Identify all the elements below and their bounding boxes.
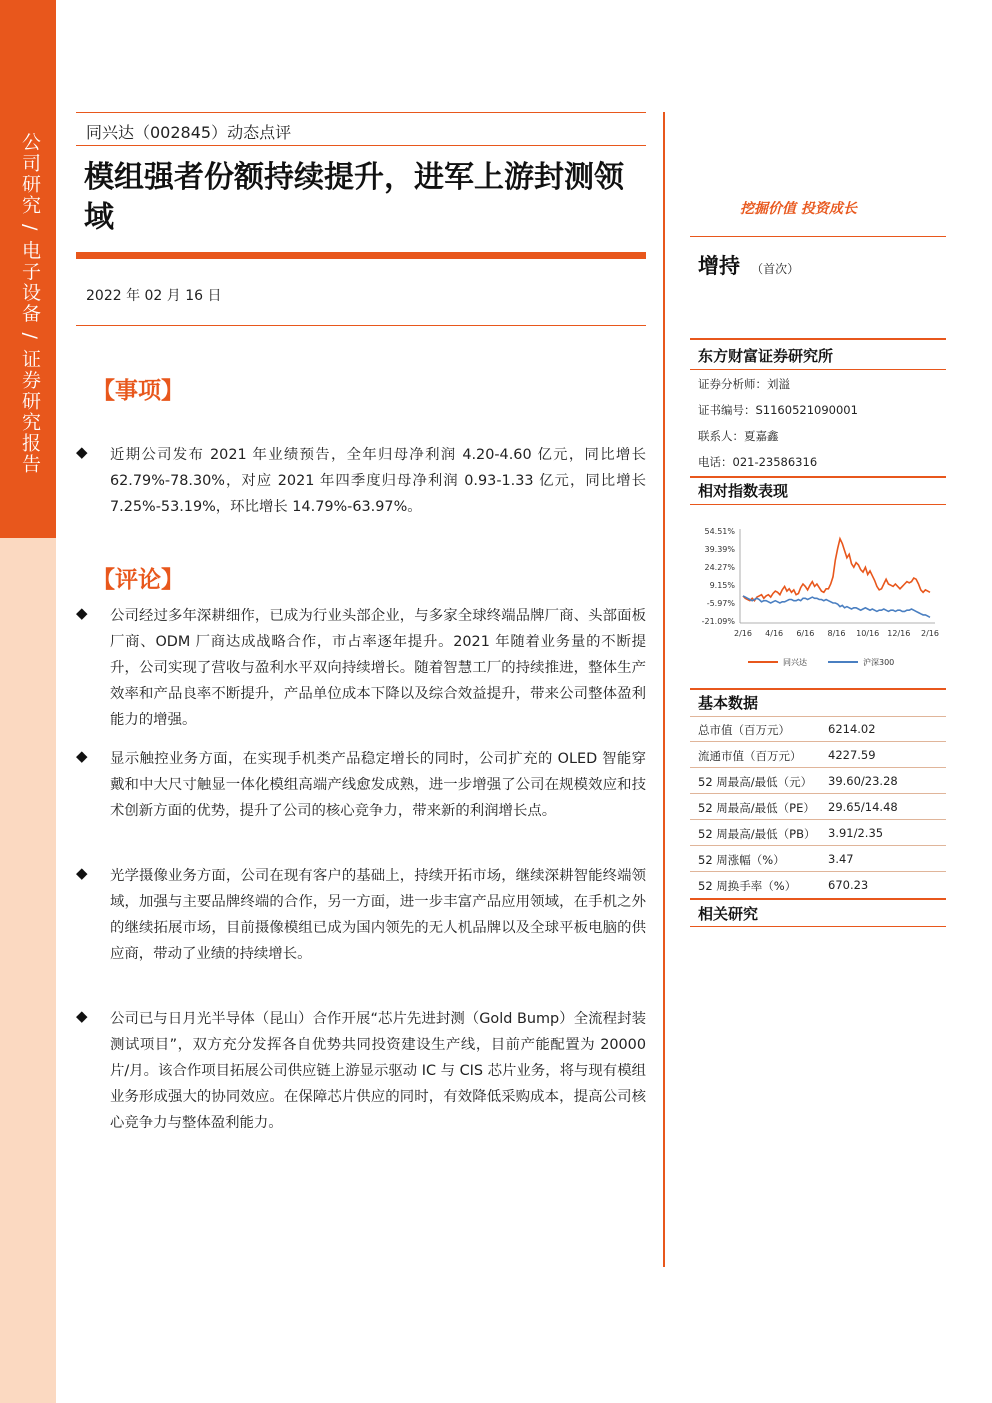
contact: 联系人：夏嘉鑫 [698, 429, 779, 443]
diamond-bullet-icon: ◆ [76, 747, 88, 765]
rating-note: （首次） [751, 262, 800, 276]
report-subhead: 同兴达（002845）动态点评 [86, 123, 292, 142]
x-axis-labels [734, 629, 939, 638]
basic-label: 52 周换手率（%） [698, 879, 797, 893]
page-title: 模组强者份额持续提升，进军上游封测领域 [84, 160, 624, 235]
basic-label: 52 周涨幅（%） [698, 853, 785, 867]
institute-underline [690, 369, 946, 370]
cert-number: 证书编号：S1160521090001 [698, 403, 858, 417]
title-rule [76, 252, 646, 259]
event-item: ◆ 近期公司发布 2021 年业绩预告，全年归母净利润 4.20-4.60 亿元，同比增长 62.79%-78.30%，对应 2021 年四季度归母净利润 0.93-1.33 亿元，同比增长 7.25%-53.19%，环比增长 14.79%-63.97%。 [76, 443, 646, 515]
basic-rule [690, 688, 946, 690]
legend-label: 沪深300 [863, 658, 895, 667]
basic-label: 总市值（百万元） [698, 723, 790, 737]
section-title-event: 【事项】 [92, 378, 184, 404]
y-axis-labels [702, 527, 736, 626]
perf-rule [690, 476, 946, 478]
row-divider [690, 819, 946, 820]
sidebar-light [0, 538, 56, 1403]
related-title: 相关研究 [698, 905, 759, 923]
comment-item: ◆ 公司已与日月光半导体（昆山）合作开展“芯片先进封测（Gold Bump）全流程封装测试项目”，双方充分发挥各自优势共同投资建设生产线，目前产能配置为 20000 片/月。该合作项目拓展公司供应链上游显示驱动 IC 与 CIS 芯片业务，将与现有模组业务形成强大的协同效应。在保障芯片供应的同时，有效降低采购成本，提高公司核心竞争力与整体盈利能力。 [76, 1007, 646, 1131]
perf-underline [690, 504, 946, 505]
x-tick-label: 4/16 [765, 629, 784, 638]
basic-value: 29.65/14.48 [828, 800, 898, 814]
diamond-bullet-icon: ◆ [76, 1007, 88, 1025]
perf-title: 相对指数表现 [698, 482, 789, 500]
y-tick-label: 54.51% [704, 527, 735, 536]
x-tick-label: 6/16 [796, 629, 815, 638]
x-tick-label: 10/16 [856, 629, 880, 638]
institute-rule [690, 338, 946, 340]
row-divider [690, 716, 946, 717]
series-lines [743, 539, 930, 618]
rating-value: 增持 [698, 254, 740, 278]
basic-value: 670.23 [828, 878, 869, 892]
chart-legend [748, 657, 894, 667]
x-tick-label: 2/16 [734, 629, 752, 638]
basic-value: 4227.59 [828, 748, 876, 762]
basic-value: 6214.02 [828, 722, 876, 736]
comment-item: ◆ 公司经过多年深耕细作，已成为行业头部企业，与多家全球终端品牌厂商、头部面板厂商、ODM 厂商达成战略合作，市占率逐年提升。2021 年随着业务量的不断提升，公司实现了营收与盈利水平双向持续增长。随着智慧工厂的持续推进，整体生产效率和产品良率不断提升，产品单位成本下降以及综合效益提升，带来公司整体盈利能力的增强。 [76, 604, 646, 728]
relative-performance-chart [690, 515, 946, 675]
related-underline [690, 926, 946, 927]
subhead-rule [76, 145, 646, 146]
y-tick-label: 39.39% [704, 545, 735, 554]
phone: 电话：021-23586316 [698, 455, 818, 469]
slogan-rule [690, 236, 946, 237]
basic-label: 52 周最高/最低（PE） [698, 801, 815, 815]
basic-value: 3.47 [828, 852, 854, 866]
x-tick-label: 2/16 [921, 629, 939, 638]
diamond-bullet-icon: ◆ [76, 604, 88, 622]
comment-item: ◆ 光学摄像业务方面，公司在现有客户的基础上，持续开拓市场，继续深耕智能终端领域，加强与主要品牌终端的合作，另一方面，进一步丰富产品应用领域，在手机之外的继续拓展市场，目前摄像模组已成为国内领先的无人机品牌以及全球平板电脑的供应商，带动了业绩的持续增长。 [76, 864, 646, 962]
series-line [743, 539, 930, 601]
institute-name: 东方财富证券研究所 [698, 347, 834, 365]
y-tick-label: 9.15% [709, 581, 735, 590]
rating [698, 250, 799, 280]
x-tick-label: 12/16 [887, 629, 911, 638]
section-title-comment: 【评论】 [92, 567, 184, 593]
row-divider [690, 845, 946, 846]
legend-label: 同兴达 [783, 658, 807, 667]
report-date: 2022 年 02 月 16 日 [86, 288, 222, 304]
y-tick-label: -5.97% [706, 599, 735, 608]
basic-title: 基本数据 [698, 694, 759, 712]
row-divider [690, 871, 946, 872]
basic-label: 52 周最高/最低（PB） [698, 827, 816, 841]
row-divider [690, 767, 946, 768]
header-top-rule [76, 112, 646, 113]
basic-label: 52 周最高/最低（元） [698, 775, 813, 789]
analyst: 证券分析师：刘溢 [698, 377, 790, 391]
related-rule [690, 898, 946, 900]
x-tick-label: 8/16 [827, 629, 846, 638]
basic-value: 39.60/23.28 [828, 774, 898, 788]
row-divider [690, 793, 946, 794]
diamond-bullet-icon: ◆ [76, 443, 88, 461]
row-divider [690, 741, 946, 742]
y-tick-label: 24.27% [704, 563, 735, 572]
diamond-bullet-icon: ◆ [76, 864, 88, 882]
comment-item: ◆ 显示触控业务方面，在实现手机类产品稳定增长的同时，公司扩充的 OLED 智能穿戴和中大尺寸触显一体化模组高端产线愈发成熟，进一步增强了公司在规模效应和技术创新方面的优势，提升了公司的核心竞争力，带来新的利润增长点。 [76, 747, 646, 819]
date-rule [76, 325, 646, 326]
column-divider [663, 112, 665, 1267]
series-line [743, 596, 930, 617]
sidebar-label: 公司研究 / 电子设备 / 证券研究报告 [19, 132, 41, 475]
slogan: 挖掘价值 投资成长 [740, 201, 857, 217]
basic-value: 3.91/2.35 [828, 826, 884, 840]
basic-label: 流通市值（百万元） [698, 749, 802, 763]
y-tick-label: -21.09% [701, 617, 735, 626]
